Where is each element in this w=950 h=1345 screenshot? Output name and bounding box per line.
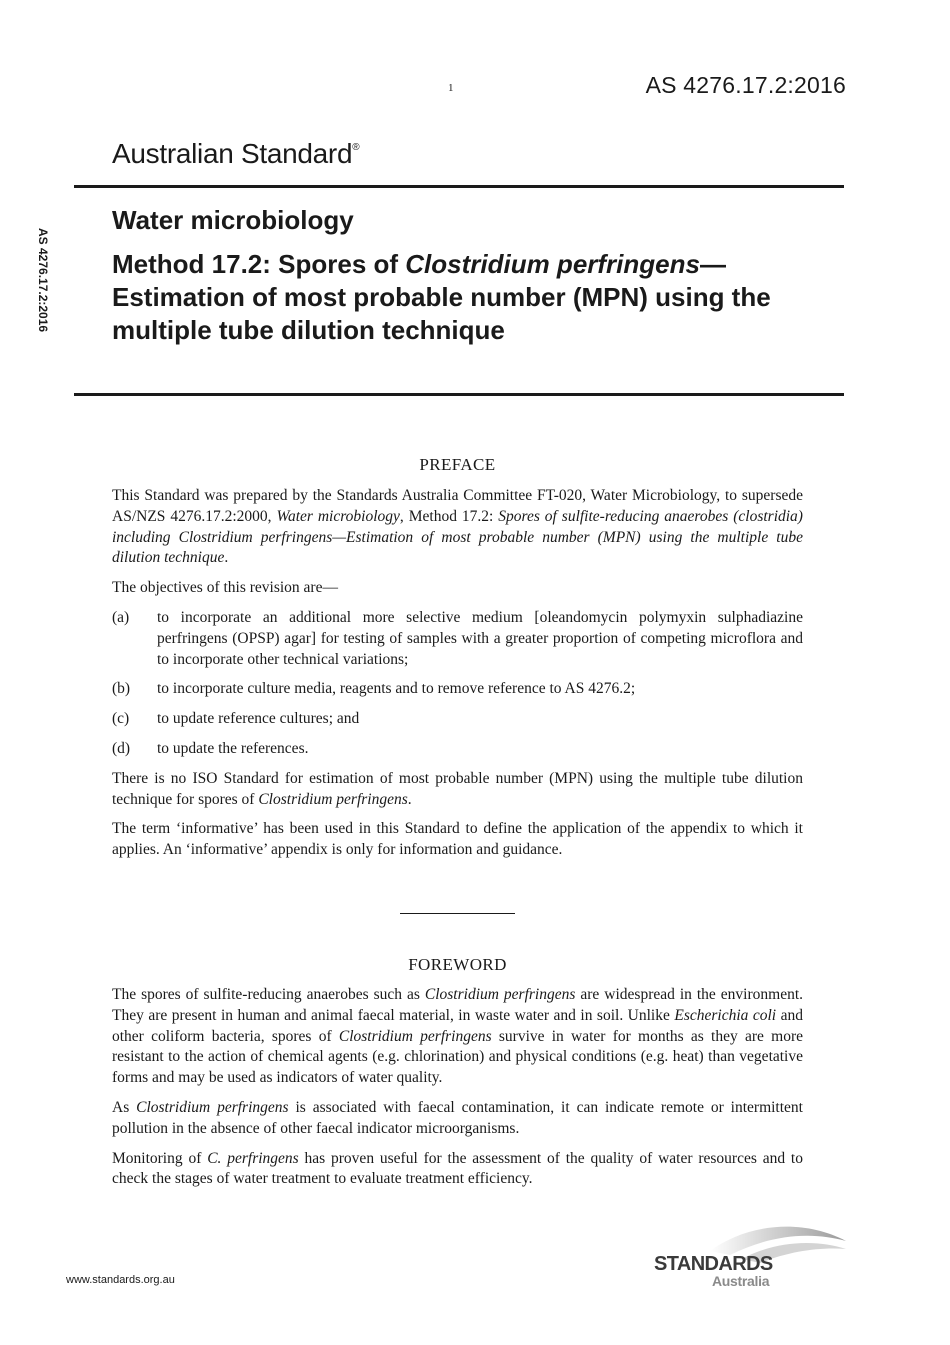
title-block xyxy=(112,202,812,347)
website-url: www.standards.org.au xyxy=(66,1274,175,1286)
text-run: are widespread in the environment. They are present in human and animal faecal material, in waste water and in soil. Unlike xyxy=(112,986,804,1024)
registered-mark: ® xyxy=(352,142,360,153)
list-item-label: (c) xyxy=(112,710,130,728)
list-item xyxy=(112,739,803,760)
preface-paragraph-1 xyxy=(112,486,803,569)
side-document-id-text: AS 4276.17.2:2016 xyxy=(36,228,50,333)
text-run: As xyxy=(112,1098,137,1116)
foreword-body xyxy=(112,985,803,1199)
text-run: . xyxy=(407,790,412,808)
standard-type-heading xyxy=(112,138,359,170)
list-item-label: (b) xyxy=(112,680,131,698)
text-run: This Standard was prepared by the Standards Australia Committee FT-020, Water Microbiology, to supersede AS/NZS 4276.17.2:2000, xyxy=(112,487,803,525)
preface-paragraph-2: The objectives of this revision are— xyxy=(112,579,338,597)
standard-type-text: Australian Standard xyxy=(112,138,353,169)
list-item-text: to update the references. xyxy=(157,739,309,757)
foreword-paragraph-3 xyxy=(112,1149,803,1191)
text-run-italic: C. perfringens xyxy=(207,1149,299,1167)
text-run-italic: Clostridium perfringens xyxy=(338,1027,492,1045)
text-run-italic: Escherichia coli xyxy=(674,1006,777,1024)
logo-wordmark: STANDARDS xyxy=(654,1253,773,1275)
text-run: has proven useful for the assessment of the quality of water resources and to check the stages of water treatment to evaluate treatment efficiency. xyxy=(112,1149,803,1188)
title-method-prefix: Method 17.2: Spores of xyxy=(112,249,406,279)
title-rule-bottom xyxy=(74,393,844,396)
list-item-text: to update reference cultures; and xyxy=(157,710,360,728)
preface-paragraph-4: The term ‘informative’ has been used in this Standard to define the application of the appendix to which it applies. An ‘informative’ appendix is only for information and guidance. xyxy=(112,820,803,859)
standards-australia-logo xyxy=(650,1215,850,1295)
list-item-label: (a) xyxy=(112,608,130,626)
list-item-text: to incorporate culture media, reagents and to remove reference to AS 4276.2; xyxy=(157,680,636,698)
title-method xyxy=(112,248,812,347)
side-document-id xyxy=(33,228,55,368)
text-run-italic: Clostridium perfringens xyxy=(136,1098,289,1116)
text-run-italic: Clostridium perfringens xyxy=(424,986,576,1003)
list-item-label: (d) xyxy=(112,739,131,757)
title-rule-top xyxy=(74,185,844,188)
list-item xyxy=(112,709,803,730)
text-run: survive in water for months as they are more resistant to the action of chemical agents (e.g. chlorination) and physical conditions (e.g. heat) than vegetative forms and may be used as indicators of water quality. xyxy=(112,1027,803,1087)
preface-paragraph-3 xyxy=(112,769,803,811)
preface-heading: PREFACE xyxy=(419,455,496,474)
text-run-italic: Clostridium perfringens xyxy=(258,790,408,808)
section-divider xyxy=(400,913,515,914)
list-item-text: to incorporate an additional more selective medium [oleandomycin polymyxin sulphadiazine perfringens (OPSP) agar] for testing of samples with a greater proportion of competing microflora and to incorporate other technical variations; xyxy=(157,608,803,668)
logo-subtitle: Australia xyxy=(712,1273,770,1289)
text-run: , Method 17.2: xyxy=(399,507,499,525)
text-run: and other coliform bacteria, spores of xyxy=(112,1006,803,1045)
title-method-organism: Clostridium perfringens xyxy=(405,249,700,279)
preface-body xyxy=(112,486,803,870)
title-main: Water microbiology xyxy=(112,205,354,235)
foreword-heading: FOREWORD xyxy=(408,955,507,974)
objectives-list xyxy=(112,608,803,760)
list-item xyxy=(112,679,803,700)
foreword-paragraph-2 xyxy=(112,1098,803,1140)
text-run: There is no ISO Standard for estimation of most probable number (MPN) using the multiple tube dilution technique for spores of xyxy=(112,769,803,808)
text-run-italic: Spores of sulfite-reducing anaerobes (clostridia) including Clostridium perfringens—Estimation of most probable number (MPN) using the multiple tube dilution technique xyxy=(112,507,803,567)
text-run: The spores of sulfite-reducing anaerobes such as xyxy=(112,986,425,1003)
title-method-rest: —Estimation of most probable number (MPN) using the multiple tube dilution technique xyxy=(112,249,771,345)
text-run: is associated with faecal contamination, it can indicate remote or intermittent pollution in the absence of other faecal indicator microorganisms. xyxy=(112,1098,803,1137)
text-run: Monitoring of xyxy=(112,1149,208,1167)
text-run: . xyxy=(224,549,229,567)
foreword-paragraph-1 xyxy=(112,985,803,1089)
page-number: 1 xyxy=(448,82,454,94)
list-item xyxy=(112,608,803,670)
document-id: AS 4276.17.2:2016 xyxy=(645,72,846,98)
text-run-italic: Water microbiology xyxy=(276,507,400,525)
